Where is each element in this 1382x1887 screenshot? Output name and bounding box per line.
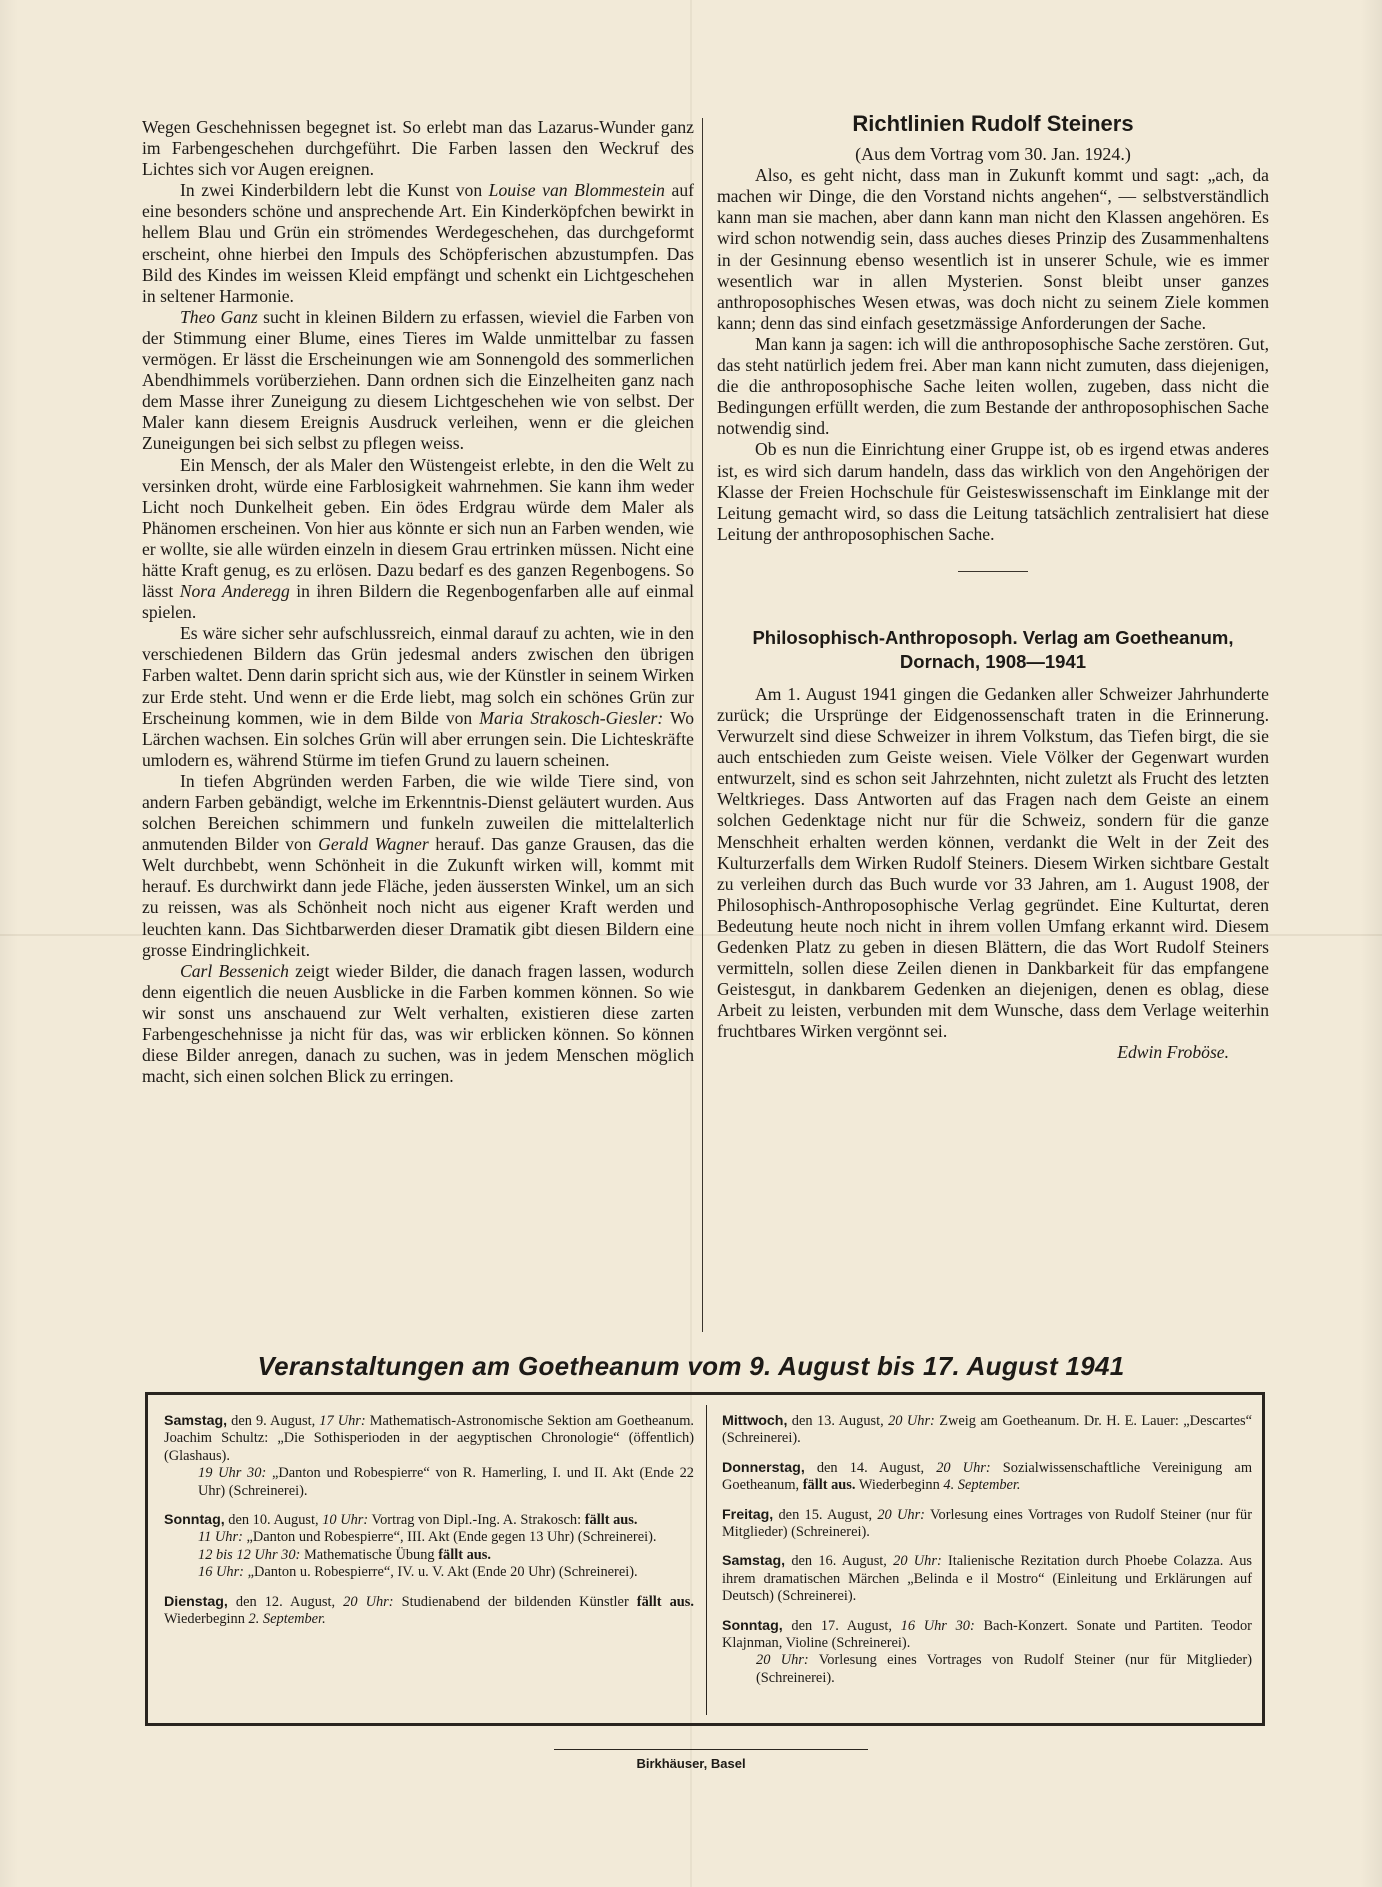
- italic-text: 20 Uhr:: [893, 1553, 942, 1570]
- text-run: Wiederbeginn: [855, 1477, 944, 1494]
- italic-text: Nora Anderegg: [179, 581, 290, 602]
- article-paragraph: [142, 307, 694, 455]
- article-paragraph: [142, 117, 694, 180]
- bold-text: fällt aus.: [584, 1512, 638, 1529]
- italic-text: Gerald Wagner: [318, 834, 429, 855]
- text-run: den 13. August,: [787, 1413, 889, 1429]
- text-run: Studienabend der bildenden Künstler: [393, 1593, 637, 1610]
- text-run: Vorlesung eines Vortrages von Rudolf Steiner (nur für Mitglieder) (Schreinerei).: [722, 1506, 1253, 1541]
- italic-text: Louise van Blommestein: [488, 180, 665, 201]
- event-day: Mittwoch,: [722, 1413, 788, 1429]
- author-signature: Edwin Froböse.: [1117, 1042, 1229, 1063]
- event-entry: [164, 1512, 694, 1582]
- text-run: „Danton u. Robespierre“, IV. u. V. Akt (Ende 20 Uhr) (Schreinerei).: [243, 1564, 638, 1581]
- text-run: den 9. August,: [227, 1413, 320, 1429]
- right-article-column: [717, 113, 1269, 1064]
- text-run: den 12. August,: [227, 1593, 344, 1610]
- bold-text: fällt aus.: [802, 1477, 856, 1494]
- text-run: den 17. August,: [782, 1617, 901, 1634]
- text-run: auf eine besonders schöne und ansprechende Art. Ein Kinderköpfchen bewirkt in hellem Blau und Grün ein strömendes Werdegeschehen, das durchgeformt erscheint, ohne hierbei den Impuls des Schöpferischen abzustumpfen. Das Bild des Kindes im weissen Kleid empfängt und schenkt ein Lichtgeschehen in seltener Harmonie.: [142, 180, 694, 306]
- event-sub-entry: [164, 1547, 694, 1564]
- text-run: den 16. August,: [785, 1553, 894, 1570]
- italic-text: 20 Uhr:: [888, 1413, 935, 1429]
- article-paragraph: Ob es nun die Einrichtung einer Gruppe ist, ob es irgend etwas anderes ist, es wird sich darum handeln, dass das wirklich von den Angehörigen der Klasse der Freien Hochschule für Geisteswissenschaft im Einklange mit der Leitung gemacht wird, so dass die Leitung tatsächlich zentralisiert hat diese Leitung der anthroposophischen Sache.: [717, 439, 1269, 544]
- italic-text: Carl Bessenich: [180, 960, 289, 981]
- text-run: Wegen Geschehnissen begegnet ist. So erlebt man das Lazarus-Wunder ganz im Farbengeschehen durchgeführt. Die Farben lassen den Weckruf des Lichtes sich vor Augen ereignen.: [142, 117, 694, 180]
- event-entry: [722, 1413, 1252, 1448]
- italic-text: 20 Uhr:: [756, 1652, 809, 1669]
- article-paragraph: [142, 455, 694, 624]
- event-sub-entry: [164, 1529, 694, 1546]
- event-entry: [164, 1594, 694, 1629]
- text-run: zeigt wieder Bilder, die danach fragen lassen, wodurch denn eigentlich die neuen Ausblicke in die Farben kommen können. So wie wir sonst uns anschauend zur Welt verhalten, existieren diese zarten Farbengeschehnisse ja nicht für das, was wir erblicken können. So können diese Bilder anregen, danach zu suchen, was in jedem Menschen möglich macht, sich einen solchen Blick zu erringen.: [142, 960, 694, 1087]
- text-run: den 15. August,: [773, 1506, 878, 1523]
- event-day: Freitag,: [722, 1506, 774, 1523]
- events-right-column: [722, 1413, 1252, 1699]
- text-run: In zwei Kinderbildern lebt die Kunst von: [180, 180, 489, 201]
- article-title-verlag-line2: Dornach, 1908—1941: [899, 650, 1087, 672]
- event-day: Sonntag,: [722, 1617, 783, 1634]
- event-sub-entry: [722, 1652, 1252, 1687]
- event-day: Samstag,: [722, 1553, 786, 1570]
- column-divider: [702, 118, 703, 1332]
- article-subtitle: (Aus dem Vortrag vom 30. Jan. 1924.): [855, 144, 1131, 165]
- events-left-column: [164, 1413, 694, 1640]
- article-title-verlag-line1: Philosophisch-Anthroposoph. Verlag am Goetheanum,: [752, 626, 1234, 648]
- text-run: Es wäre sicher sehr aufschlussreich, einmal darauf zu achten, wie in den verschiedenen Bildern das Grün jedesmal anders zwischen den übrigen Farben waltet. Denn darin spricht sich aus, wie der Künstler in seinem Wirken zur Erde steht. Und wenn er die Erde liebt, mag solch ein schönes Grün zur Erscheinung kommen, wie in dem Bilde von: [142, 623, 694, 728]
- italic-text: Theo Ganz: [180, 306, 258, 327]
- article-title-verlag: [717, 626, 1269, 674]
- text-run: Bach-Konzert. Sonate und Partiten. Teodor Klajnman, Violine (Schreinerei).: [722, 1617, 1252, 1652]
- events-box: [145, 1392, 1265, 1726]
- text-run: „Danton und Robespierre“ von R. Hamerling, I. und II. Akt (Ende 22 Uhr) (Schreinerei).: [198, 1465, 694, 1499]
- italic-text: 17 Uhr:: [319, 1413, 366, 1429]
- event-sub-entry: [164, 1564, 694, 1581]
- text-run: Zweig am Goetheanum. Dr. H. E. Lauer: „Descartes“ (Schreinerei).: [722, 1413, 1253, 1447]
- article-paragraph: Also, es geht nicht, dass man in Zukunft kommt und sagt: „ach, da machen wir Dinge, die den Vorstand nichts angehen“, — selbstverständlich kann man sie machen, aber dann kann man nicht den Klassen angehören. Es wird schon notwendig sein, dass auches dieses Prinzip des Zusammenhaltens in der Gesinnung ebenso wesentlich ist in unserer Schule, wie es immer wesentlich war in allen Mysterien. Sonst bleibt unser ganzes anthroposophisches Wesen etwas, was doch nicht zu seinem Ziele kommen kann; denn das sind einfach gesetzmässige Anforderungen der Sache.: [717, 165, 1269, 333]
- event-entry: [722, 1507, 1252, 1542]
- text-run: Vorlesung eines Vortrages von Rudolf Steiner (nur für Mitglieder) (Schreinerei).: [756, 1652, 1252, 1686]
- text-run: herauf. Das ganze Grausen, das die Welt durchbebt, wenn Schönheit in die Zukunft wirken will, kommt mit herauf. Es durchwirkt dann jede Fläche, jeden äussersten Winkel, um an sich zu reissen, was als Schönheit noch nicht aus eigener Kraft werden und leuchten kann. Das Sichtbarwerden dieser Dramatik gibt diesen Bildern eine grosse Eindringlichkeit.: [142, 834, 695, 960]
- article-paragraph: Am 1. August 1941 gingen die Gedanken aller Schweizer Jahrhunderte zurück; die Ursprünge der Eidgenossenschaft traten in die Erinnerung. Verwurzelt sind diese Schweizer in ihrem Volkstum, das Tiefen birgt, die sie auch entschieden zum Geiste weisen. Viele Völker der Gegenwart wurden entwurzelt, sind es schon seit Jahrzehnten, nicht zuletzt als Frucht des letzten Weltkrieges. Dass Antworten auf das Fragen nach dem Geiste an einem solchen Gedenktage nicht nur für die Schweiz, sondern für die ganze Menschheit erhalten werden können, verdankt die Welt in der Zeit des Kulturzerfalls dem Wirken Rudolf Steiners. Diesem Wirken sichtbare Gestalt zu verleihen durch das Buch wurde vor 33 Jahren, am 1. August 1908, der Philosophisch-Anthroposophische Verlag gegründet. Eine Kulturtat, deren Bedeutung heute noch nicht in ihrem vollen Umfang erkannt wird. Diesem Gedenken Platz zu geben in diesen Blättern, die das Wort Rudolf Steiners vermitteln, sollen diese Zeilen dienen in Dankbarkeit für das empfangene Geistesgut, in dankbarem Gedenken an diejenigen, denen es oblag, diese Arbeit zu leisten, verbunden mit dem Wunsche, dass dem Verlage weiterhin fruchtbares Wirken vergönnt sei.: [717, 683, 1269, 1042]
- footer-rule: [554, 1749, 868, 1750]
- event-sub-entry: [164, 1465, 694, 1500]
- event-entry: [722, 1618, 1252, 1688]
- text-run: Mathematische Übung: [300, 1546, 439, 1563]
- event-day: Donnerstag,: [722, 1459, 805, 1476]
- article-paragraph: [142, 180, 694, 307]
- text-run: Mathematisch-Astronomische Sektion am Goetheanum. Joachim Schultz: „Die Sothisperioden in der aegyptischen Chronologie“ (öffentlich) (Glashaus).: [164, 1413, 694, 1464]
- text-run: in ihren Bildern die Regenbogenfarben alle auf einmal spielen.: [142, 581, 694, 623]
- italic-text: 12 bis 12 Uhr 30:: [198, 1546, 301, 1563]
- text-run: sucht in kleinen Bildern zu erfassen, wieviel die Farben von der Stimmung einer Blume, eines Tieres im Walde unmittelbar zu fassen vermögen. Er lässt die Erscheinungen wie am Sonnengold des sommerlichen Abendhimmels vorüberziehen. Dann ordnen sich die Einzelheiten ganz nach dem Masse ihrer Zuneigung zu diesem Lichtgeschehen wie von selbst. Der Maler kann diesem Ereignis Ausdruck verleihen, wenn er die gleichen Zuneigungen bei sich selbst zu pflegen weiss.: [142, 306, 695, 454]
- text-run: den 14. August,: [804, 1459, 937, 1476]
- bold-text: fällt aus.: [636, 1593, 694, 1610]
- article-paragraph: [142, 961, 694, 1088]
- italic-text: 16 Uhr 30:: [900, 1617, 975, 1634]
- left-article-column: [142, 117, 694, 1087]
- bold-text: fällt aus.: [438, 1546, 492, 1563]
- event-day: Dienstag,: [164, 1593, 228, 1610]
- italic-text: 10 Uhr:: [322, 1512, 369, 1529]
- article-paragraph: [142, 771, 694, 961]
- event-entry: [164, 1413, 694, 1500]
- italic-text: Maria Strakosch-Giesler:: [479, 707, 664, 728]
- events-divider: [706, 1405, 707, 1715]
- event-day: Samstag,: [164, 1413, 228, 1429]
- italic-text: 16 Uhr:: [198, 1564, 244, 1581]
- italic-text: 20 Uhr:: [936, 1459, 991, 1476]
- event-day: Sonntag,: [164, 1512, 225, 1529]
- text-run: Wiederbeginn: [164, 1611, 249, 1628]
- text-run: Vortrag von Dipl.-Ing. A. Strakosch:: [368, 1512, 585, 1529]
- text-run: Sozialwissenschaftliche Vereinigung am Goetheanum,: [722, 1459, 1253, 1494]
- text-run: „Danton und Robespierre“, III. Akt (Ende gegen 13 Uhr) (Schreinerei).: [242, 1529, 657, 1546]
- italic-text: 11 Uhr:: [198, 1529, 243, 1546]
- text-run: den 10. August,: [224, 1512, 323, 1529]
- italic-text: 20 Uhr:: [877, 1506, 925, 1523]
- italic-text: 4. September.: [943, 1477, 1021, 1494]
- event-entry: [722, 1553, 1252, 1605]
- events-heading: Veranstaltungen am Goetheanum vom 9. August bis 17. August 1941: [257, 1351, 1125, 1381]
- article-paragraph: Man kann ja sagen: ich will die anthroposophische Sache zerstören. Gut, das steht natürlich jedem frei. Aber man kann nicht zumuten, dass diejenigen, die die anthroposophische Sache leiten wollen, zugeben, dass nicht die Bedingungen erfüllt werden, die zum Bestande der anthroposophischen Sache notwendig sind.: [717, 333, 1269, 439]
- text-run: In tiefen Abgründen werden Farben, die wie wilde Tiere sind, von andern Farben gebändigt, welche im Erkenntnis-Dienst geläutert wurden. Aus solchen Bereichen schimmern und funkeln zuweilen die mittelalterlich anmutenden Bilder von: [142, 770, 694, 855]
- italic-text: 2. September.: [248, 1611, 326, 1628]
- article-paragraph: [142, 623, 694, 771]
- section-separator: [958, 571, 1028, 572]
- event-entry: [722, 1460, 1252, 1495]
- text-run: Wo Lärchen wachsen. Ein solches Grün will aber errungen sein. Die Lichteskräfte umlodern es, während Stürme im tiefen Grund zu lauern scheinen.: [142, 707, 694, 770]
- text-run: Italienische Rezitation durch Phoebe Colazza. Aus ihrem dramatischen Märchen „Belinda e il Mostro“ (Einleitung und Erklärungen auf Deutsch) (Schreinerei).: [722, 1553, 1252, 1605]
- text-run: Ein Mensch, der als Maler den Wüstengeist erlebte, in den die Welt zu versinken droht, würde eine Farblosigkeit wahrnehmen. Sie kann ihm weder Licht noch Dunkelheit geben. Ein ödes Erdgrau würde dem Maler als Phänomen erscheinen. Von hier aus könnte er sich nun an Farben wenden, wie er wollte, sie alle würden einzeln in diesem Grau ertrinken müssen. Nicht eine hätte Kraft genug, es zu erlösen. Dazu bedarf es des ganzen Regenbogens. So lässt: [142, 454, 694, 602]
- article-title-richtlinien: Richtlinien Rudolf Steiners: [852, 111, 1134, 136]
- italic-text: 20 Uhr:: [343, 1593, 394, 1610]
- italic-text: 19 Uhr 30:: [198, 1465, 267, 1482]
- publisher-imprint: Birkhäuser, Basel: [636, 1756, 746, 1771]
